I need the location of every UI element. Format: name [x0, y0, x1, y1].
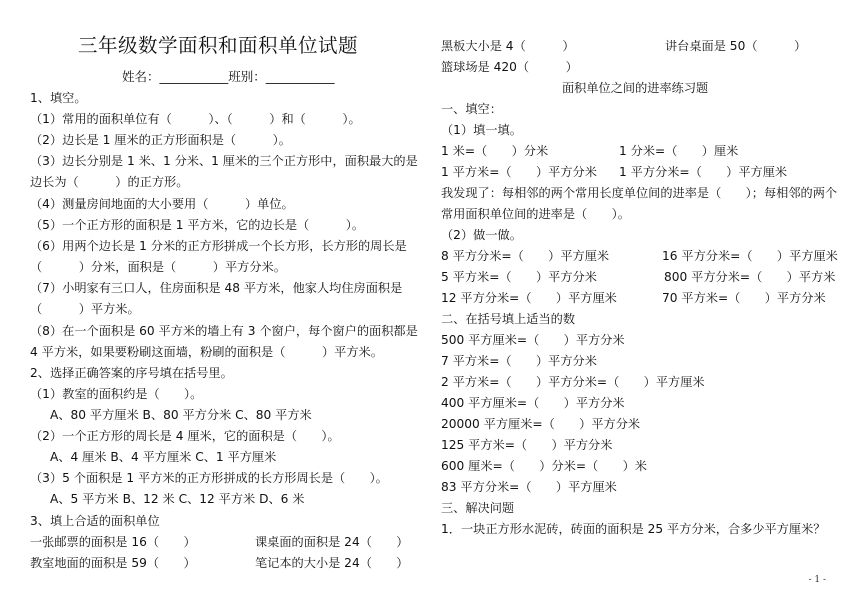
practice-section-2-heading: 二、在括号填上适当的数 [441, 312, 576, 326]
name-class-line: 姓名：___________班别：___________ [122, 69, 335, 84]
page-title: 三年级数学面积和面积单位试题 [78, 34, 359, 57]
conversion-item: 12 平方分米=（ ）平方厘米 [441, 291, 617, 305]
section-3-heading: 3、填上合适的面积单位 [30, 514, 160, 528]
fill-line: （4）测量房间地面的大小要用（ ）单位。 [30, 197, 294, 211]
section-1-heading: 1、填空。 [30, 91, 87, 105]
unit-fill-item: 教室地面的面积是 59（ ） [30, 556, 196, 570]
unit-fill-item: 讲台桌面是 50（ ） [665, 39, 807, 53]
practice-subheading: （2）做一做。 [441, 228, 522, 242]
discovery-line: 我发现了：每相邻的两个常用长度单位间的进率是（ ）；每相邻的两个 [441, 186, 838, 200]
conversion-item: 1 分米=（ ）厘米 [619, 144, 739, 158]
conversion-item: 70 平方米=（ ）平方分米 [662, 291, 826, 305]
fill-line: （ ）平方米。 [30, 302, 140, 316]
conversion-item: 8 平方分米=（ ）平方厘米 [441, 249, 610, 263]
choice-question: （3）5 个面积是 1 平方米的正方形拼成的长方形周长是（ ）。 [30, 471, 388, 485]
conversion-item: 83 平方分米=（ ）平方厘米 [441, 480, 617, 494]
conversion-item: 20000 平方厘米=（ ）平方分米 [441, 417, 641, 431]
unit-fill-item: 一张邮票的面积是 16（ ） [30, 535, 196, 549]
fill-line: （6）用两个边长是 1 分米的正方形拼成一个长方形，长方形的周长是 [30, 239, 407, 253]
conversion-item: 16 平方分米=（ ）平方厘米 [662, 249, 838, 263]
conversion-item: 400 平方厘米=（ ）平方分米 [441, 396, 625, 410]
conversion-item: 7 平方米=（ ）平方分米 [441, 354, 597, 368]
word-problem: 1．一块正方形水泥砖，砖面的面积是 25 平方分米，合多少平方厘米？ [441, 522, 826, 536]
practice-section-1-heading: 一、填空： [441, 102, 502, 116]
fill-line: （2）边长是 1 厘米的正方形面积是（ ）。 [30, 133, 291, 147]
fill-line: （7）小明家有三口人，住房面积是 48 平方米，他家人均住房面积是 [30, 281, 403, 295]
section-2-heading: 2、选择正确答案的序号填在括号里。 [30, 366, 233, 380]
choice-options: A、80 平方厘米 B、80 平方分米 C、80 平方米 [50, 408, 312, 422]
practice-subheading: （1）填一填。 [441, 123, 522, 137]
choice-question: （2）一个正方形的周长是 4 厘米，它的面积是（ ）。 [30, 429, 340, 443]
conversion-item: 600 厘米=（ ）分米=（ ）米 [441, 459, 647, 473]
fill-line: 边长为（ ）的正方形。 [30, 175, 189, 189]
choice-options: A、5 平方米 B、12 米 C、12 平方米 D、6 米 [50, 492, 305, 506]
unit-fill-item: 课桌面的面积是 24（ ） [255, 535, 409, 549]
fill-line: 4 平方米，如果要粉刷这面墙，粉刷的面积是（ ）平方米。 [30, 345, 383, 359]
fill-line: （5）一个正方形的面积是 1 平方米，它的边长是（ ）。 [30, 218, 365, 232]
fill-line: （3）边长分别是 1 米、1 分米、1 厘米的三个正方形中，面积最大的是 [30, 154, 418, 168]
page-number: - 1 - [808, 575, 826, 585]
conversion-item: 1 平方分米=（ ）平方厘米 [619, 165, 788, 179]
unit-fill-item: 篮球场是 420（ ） [441, 60, 578, 74]
conversion-item: 125 平方米=（ ）平方分米 [441, 438, 613, 452]
unit-fill-item: 笔记本的大小是 24（ ） [255, 556, 409, 570]
conversion-item: 1 米=（ ）分米 [441, 144, 549, 158]
conversion-item: 5 平方米=（ ）平方分米 [441, 270, 597, 284]
discovery-line: 常用面积单位间的进率是（ ）。 [441, 207, 630, 221]
fill-line: （ ）分米，面积是（ ）平方分米。 [30, 260, 286, 274]
practice-section-3-heading: 三、解决问题 [441, 501, 515, 515]
conversion-item: 1 平方米=（ ）平方分米 [441, 165, 597, 179]
fill-line: （8）在一个面积是 60 平方米的墙上有 3 个窗户，每个窗户的面积都是 [30, 324, 418, 338]
choice-options: A、4 厘米 B、4 平方厘米 C、1 平方厘米 [50, 450, 277, 464]
choice-question: （1）教室的面积约是（ ）。 [30, 387, 203, 401]
unit-fill-item: 黑板大小是 4（ ） [441, 39, 575, 53]
practice-title: 面积单位之间的进率练习题 [562, 81, 709, 95]
conversion-item: 500 平方厘米=（ ）平方分米 [441, 333, 625, 347]
conversion-item: 800 平方分米=（ ）平方米 [664, 270, 836, 284]
fill-line: （1）常用的面积单位有（ ）、（ ）和（ ）。 [30, 112, 361, 126]
conversion-item: 2 平方米=（ ）平方分米=（ ）平方厘米 [441, 375, 705, 389]
